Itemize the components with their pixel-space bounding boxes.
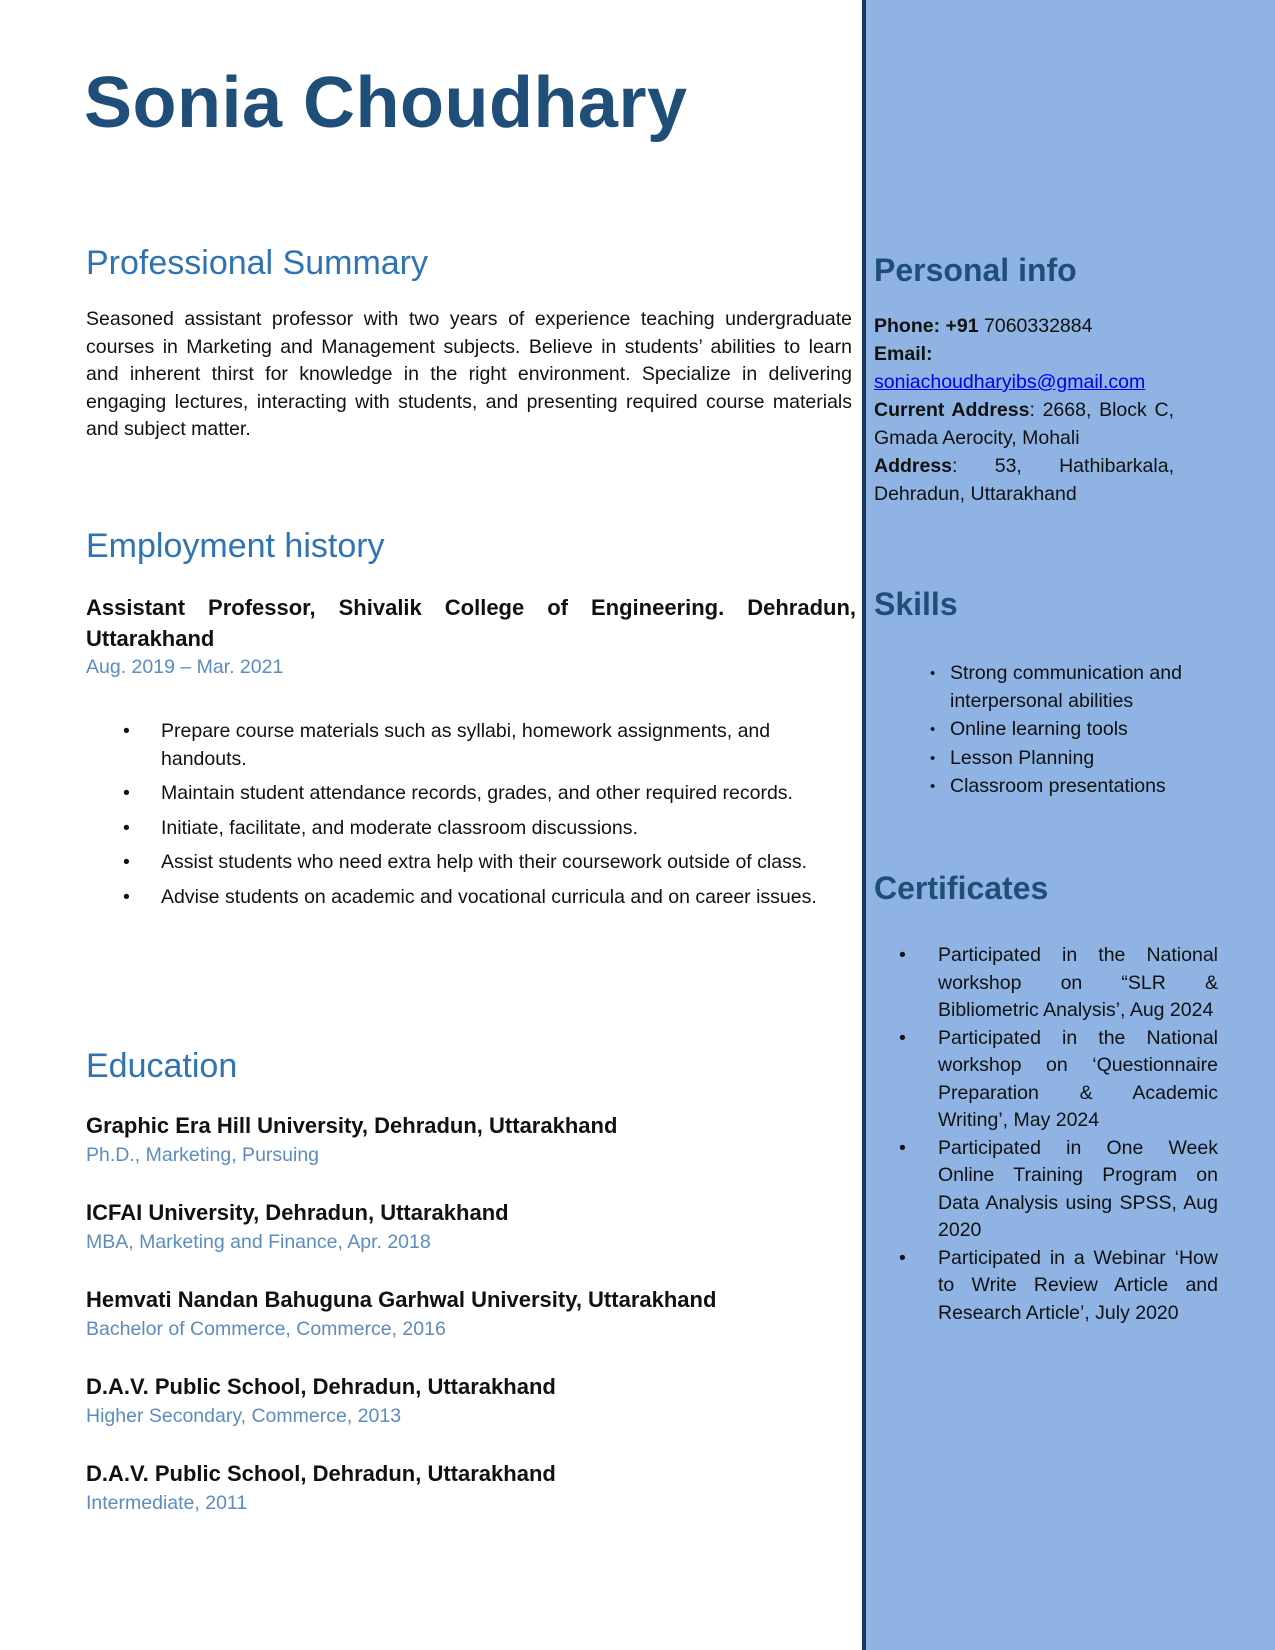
phone-row (874, 312, 1174, 340)
personal-info-block (874, 312, 1174, 508)
duty-item: • Prepare course materials such as syllabi, homework assignments, and handouts. (123, 720, 771, 770)
sidebar-panel (862, 0, 1275, 1650)
education-entry (86, 1285, 716, 1343)
bullet-icon: • (930, 749, 936, 767)
duties-list (86, 718, 856, 918)
job-title: Assistant Professor, Shivalik College of Engineering. Dehradun, Uttarakhand (86, 595, 856, 651)
certificates-heading: Certificates (874, 870, 1049, 906)
bullet-icon: • (123, 851, 130, 873)
certificate-item: • Participated in One Week Online Training Program on Data Analysis using SPSS, Aug 2020 (899, 1136, 1218, 1241)
job-dates: Aug. 2019 – Mar. 2021 (86, 656, 284, 678)
degree-details: Bachelor of Commerce, Commerce, 2016 (86, 1318, 446, 1340)
school-name: ICFAI University, Dehradun, Uttarakhand (86, 1200, 509, 1225)
certificates-list (874, 942, 1218, 1327)
degree-details: MBA, Marketing and Finance, Apr. 2018 (86, 1231, 431, 1253)
phone-number: 7060332884 (984, 315, 1093, 337)
phone-label: Phone: (874, 315, 941, 337)
email-label: Email: (874, 343, 933, 365)
duty-item: • Maintain student attendance records, grades, and other required records. (86, 780, 856, 808)
bullet-icon: • (930, 665, 936, 682)
address-value: : 53, Hathibarkala, Dehradun, Uttarakhand (874, 455, 1174, 505)
current-address-label: Current Address (874, 399, 1030, 421)
personal-info-heading: Personal info (874, 252, 1077, 288)
current-address-row (874, 396, 1174, 452)
email-link[interactable]: soniachoudharyibs@gmail.com (874, 371, 1146, 393)
skills-heading: Skills (874, 586, 958, 622)
degree-details: Higher Secondary, Commerce, 2013 (86, 1405, 402, 1427)
bullet-icon: • (930, 778, 936, 795)
summary-text: Seasoned assistant professor with two years of experience teaching undergraduate courses in Marketing and Management subjects. Believe in students’ abilities to learn and inherent thirst for knowledge in the right environment. Specialize in delivering engaging lectures, interacting with students, and presenting required course materials and subject matter. (86, 308, 852, 440)
school-name: Graphic Era Hill University, Dehradun, Uttarakhand (86, 1113, 618, 1138)
bullet-icon: • (899, 1246, 906, 1269)
summary-heading: Professional Summary (86, 244, 429, 282)
education-entry (86, 1459, 556, 1517)
education-entry (86, 1111, 617, 1169)
bullet-icon: • (899, 1136, 906, 1159)
email-row (874, 340, 1174, 368)
bullet-icon: • (123, 885, 130, 908)
duty-item: • Advise students on academic and vocational curricula and on career issues. (86, 884, 856, 912)
duty-item: • Assist students who need extra help with their coursework outside of class. (86, 849, 856, 877)
bullet-icon: • (123, 816, 130, 839)
bullet-icon: • (899, 944, 906, 966)
skills-list (930, 660, 1220, 802)
education-heading: Education (86, 1047, 238, 1085)
bullet-icon: • (123, 720, 130, 742)
bullet-icon: • (899, 1026, 906, 1049)
employment-heading: Employment history (86, 527, 385, 565)
phone-code: +91 (945, 315, 979, 337)
certificate-item: • Participated in the National workshop on ‘Questionnaire Preparation & Academic Writing’, May 2024 (899, 1026, 1218, 1131)
skill-item: • Strong communication and interpersonal abilities (930, 662, 1182, 712)
school-name: D.A.V. Public School, Dehradun, Uttarakhand (86, 1461, 556, 1486)
education-entry (86, 1198, 509, 1256)
school-name: Hemvati Nandan Bahuguna Garhwal University, Uttarakhand (86, 1287, 717, 1312)
skill-item: • Lesson Planning (930, 745, 1220, 773)
bullet-icon: • (930, 721, 936, 738)
education-entry (86, 1372, 556, 1430)
bullet-icon: • (123, 782, 130, 804)
degree-details: Ph.D., Marketing, Pursuing (86, 1144, 320, 1166)
school-name: D.A.V. Public School, Dehradun, Uttarakhand (86, 1374, 556, 1399)
skill-item: • Classroom presentations (930, 773, 1220, 801)
skill-item: • Online learning tools (930, 716, 1220, 744)
candidate-name: Sonia Choudhary (84, 63, 688, 143)
degree-details: Intermediate, 2011 (86, 1492, 248, 1514)
address-row (874, 452, 1174, 508)
certificate-item: • Participated in the National workshop on “SLR & Bibliometric Analysis’, Aug 2024 (899, 944, 1218, 1021)
address-label: Address (874, 455, 953, 477)
certificate-item: • Participated in a Webinar ‘How to Write Review Article and Research Article’, July 2020 (899, 1246, 1218, 1324)
duty-item: • Initiate, facilitate, and moderate classroom discussions. (86, 815, 856, 843)
current-address-value: : 2668, Block C, Gmada Aerocity, Mohali (874, 399, 1174, 449)
